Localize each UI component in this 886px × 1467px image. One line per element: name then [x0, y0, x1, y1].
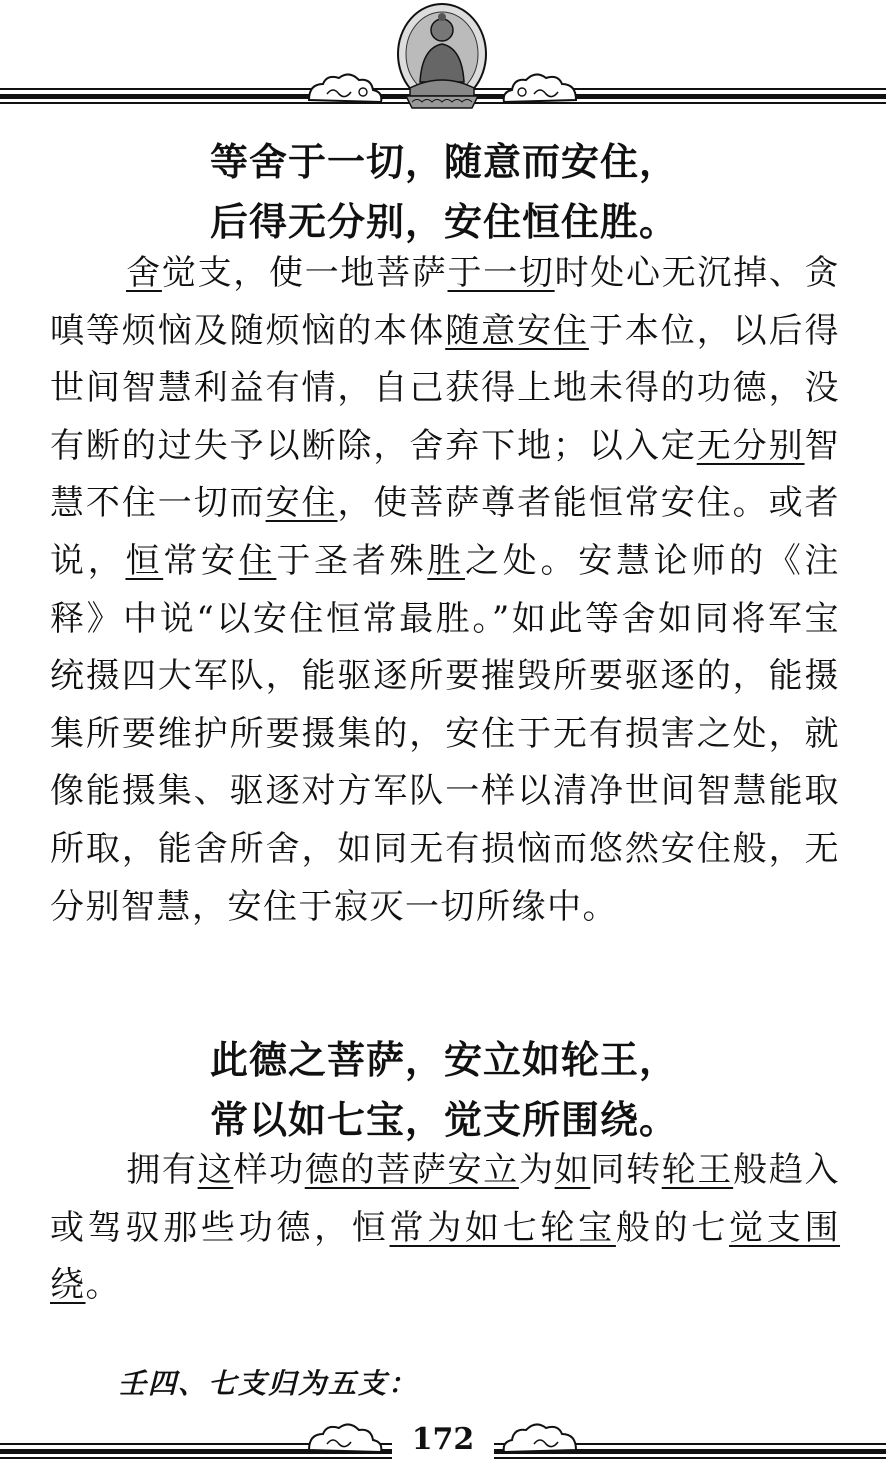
underlined-phrase: 随意安住: [445, 310, 589, 351]
text-run: 常安: [163, 540, 239, 581]
underlined-phrase: 舍: [126, 253, 162, 293]
underlined-phrase: 觉支围绕: [50, 1207, 841, 1306]
text-run: 之处。安慧论师的《注释》中说“以安住恒常最胜。”如此等舍如同将军宝统摄四大军队，能驱逐所要摧毁所要驱逐的，能摄集所要维护所要摄集的，安住于无有损害之处，就像能摄集、驱逐对方军队一样以清净世间智慧能取所取，能舍所舍，如同无有损恼而悠然安住般，无分别智慧，安住于寂灭一切所缘中。: [50, 540, 841, 927]
page-number: 172: [411, 1422, 475, 1457]
underlined-phrase: 胜: [427, 540, 466, 581]
underlined-phrase: 德的菩萨安立: [304, 1150, 519, 1190]
underlined-phrase: 恒: [125, 540, 164, 581]
commentary-paragraph: [50, 1142, 840, 1315]
underlined-phrase: 住: [238, 540, 277, 581]
text-run: 拥有: [126, 1150, 198, 1190]
text-run: 为: [518, 1150, 555, 1190]
text-run: 般趋入或驾驭那些功德，恒: [50, 1150, 841, 1248]
underlined-phrase: 于一切: [447, 253, 555, 293]
underlined-phrase: 如: [554, 1150, 591, 1190]
underlined-phrase: 这: [197, 1150, 234, 1190]
underlined-phrase: 常为如七轮宝: [389, 1207, 616, 1248]
text-run: 般的七: [615, 1207, 730, 1248]
text-run: 时处心无沉掉、贪嗔等烦恼及随烦恼的本体: [50, 253, 841, 351]
verse-line: 等舍于一切，随意而安住，: [210, 140, 679, 184]
text-run: 智慧不住一切而: [50, 425, 841, 524]
underlined-phrase: 无分别: [696, 425, 805, 466]
text-run: 觉支，使一地菩萨: [161, 253, 448, 293]
verse-line: 常以如七宝，觉支所围绕。: [210, 1098, 679, 1142]
text-run: ，使菩萨尊者能恒常安住。或者说，: [50, 483, 841, 581]
cloud-ornament-icon: [500, 70, 580, 108]
verse-line: 后得无分别，安住恒住胜。: [210, 200, 679, 244]
underlined-phrase: 轮王: [661, 1150, 734, 1190]
commentary-paragraph: [50, 245, 840, 936]
underlined-phrase: 安住: [265, 483, 338, 524]
text-run: 于本位，以后得世间智慧利益有情，自己获得上地未得的功德，没有断的过失予以断除，舍弃下地；以入定: [50, 310, 841, 466]
text-run: 于圣者殊: [276, 540, 428, 581]
section-heading: 壬四、七支归为五支：: [118, 1367, 419, 1400]
verse-line: 此德之菩萨，安立如轮王，: [210, 1038, 679, 1082]
text-run: 同转: [590, 1150, 662, 1190]
cloud-ornament-icon: [305, 70, 385, 108]
text-run: 。: [85, 1265, 121, 1306]
text-run: 样功: [233, 1150, 305, 1190]
buddha-figure-icon: [392, 2, 492, 110]
